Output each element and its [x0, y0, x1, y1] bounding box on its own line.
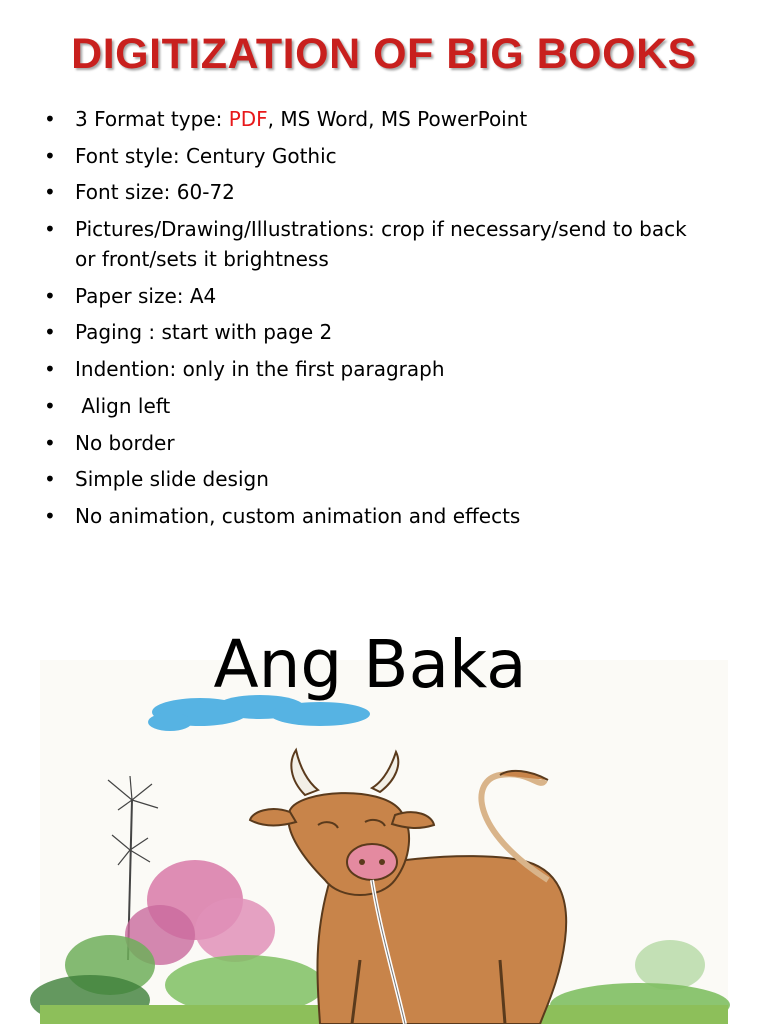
- bullet-icon: •: [44, 143, 56, 168]
- bullet-icon: •: [44, 217, 56, 242]
- align-text: Align left: [75, 393, 171, 418]
- list-item-border: [44, 428, 734, 458]
- slide-design-text: Simple slide design: [75, 467, 269, 492]
- bullet-icon: •: [44, 283, 56, 308]
- list-item-format: [44, 104, 734, 134]
- bullet-icon: •: [44, 320, 56, 345]
- indention-text: Indention: only in the first paragraph: [75, 357, 445, 382]
- list-item-font-style: [44, 141, 734, 171]
- bullet-icon: •: [44, 357, 56, 382]
- list-item-align: [44, 391, 734, 421]
- border-text: No border: [75, 430, 175, 455]
- bullet-icon: •: [44, 180, 56, 205]
- animation-text: No animation, custom animation and effects: [75, 503, 521, 528]
- bullet-icon: •: [44, 467, 56, 492]
- list-item-paper-size: [44, 281, 734, 311]
- requirements-list: [44, 104, 734, 538]
- list-item-slide-design: [44, 464, 734, 494]
- pictures-text-line2: or front/sets it brightness: [75, 247, 329, 272]
- paging-text: Paging : start with page 2: [75, 320, 333, 345]
- list-item-pictures: [44, 214, 734, 274]
- slide-title: DIGITIZATION OF BIG BOOKS: [71, 30, 697, 78]
- format-highlight-pdf: PDF: [228, 107, 268, 131]
- list-item-animation: [44, 501, 734, 531]
- font-size-text: Font size: 60-72: [75, 180, 235, 205]
- format-prefix: 3 Format type:: [75, 107, 229, 131]
- pictures-text-line1: Pictures/Drawing/Illustrations: crop if necessary/send to back: [75, 217, 687, 242]
- font-style-text: Font style: Century Gothic: [75, 143, 337, 168]
- list-item-paging: [44, 317, 734, 347]
- story-title: Ang Baka: [213, 626, 527, 703]
- list-item-indention: [44, 354, 734, 384]
- list-item-font-size: [44, 177, 734, 207]
- bullet-icon: •: [44, 393, 56, 418]
- paper-size-text: Paper size: A4: [75, 283, 217, 308]
- bullet-icon: •: [44, 107, 56, 131]
- format-suffix: , MS Word, MS PowerPoint: [267, 107, 528, 131]
- bullet-icon: •: [44, 430, 56, 455]
- bullet-icon: •: [44, 503, 56, 528]
